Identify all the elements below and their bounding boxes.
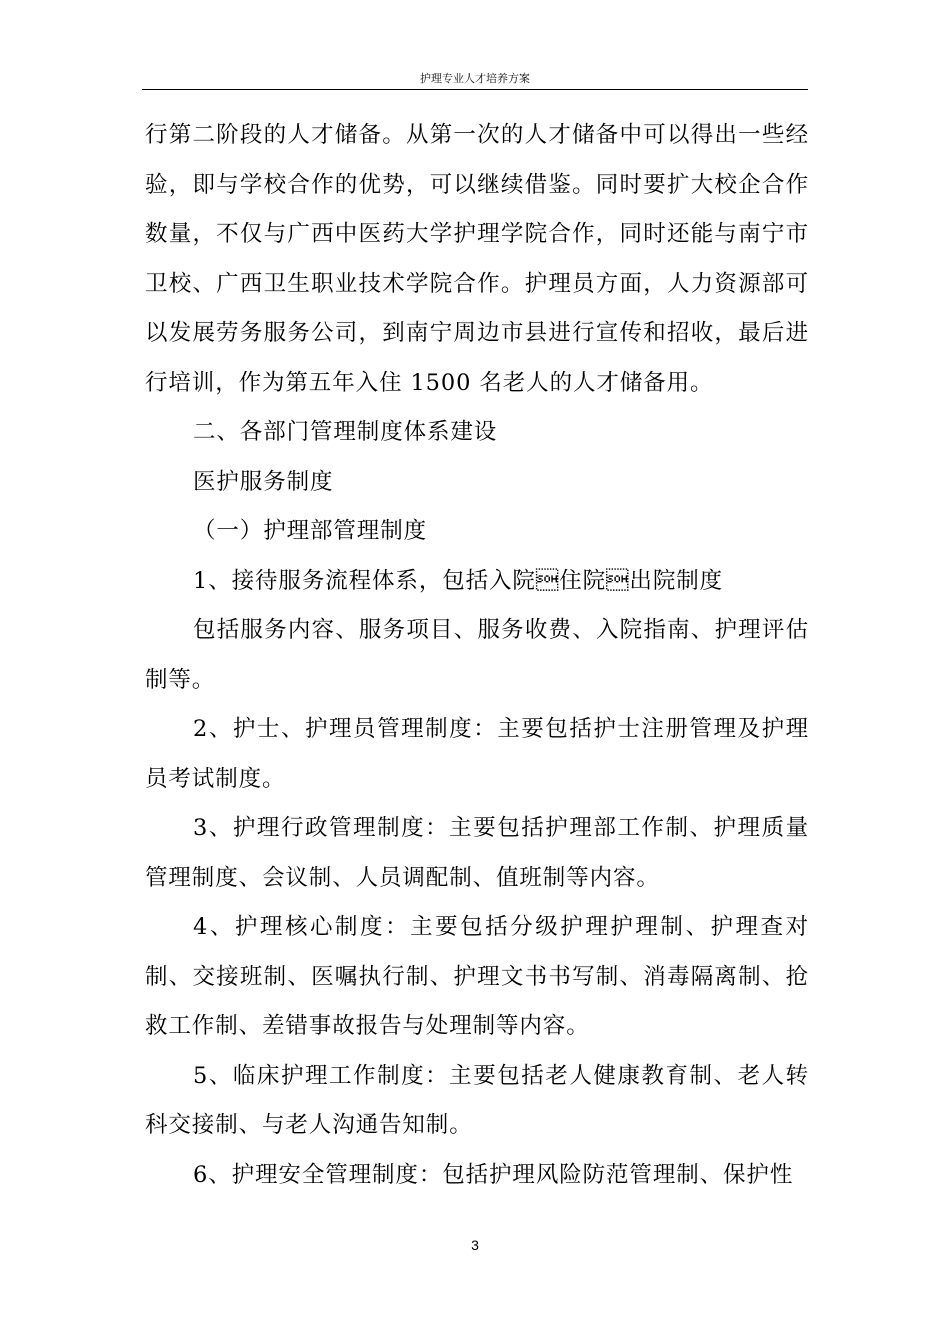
paragraph: 包括服务内容、服务项目、服务收费、入院指南、护理评估制等。 [145,617,809,693]
page-header: 护理专业人才培养方案 [420,72,530,85]
section-heading: 二、各部门管理制度体系建设 [193,419,498,445]
list-item-1: 1、接待服务流程体系，包括入院住院出院制度 [193,567,724,594]
subsection-heading: 医护服务制度 [193,468,334,495]
list-item-4: 4、护理核心制度：主要包括分级护理护理制、护理查对制、交接班制、医嘱执行制、护理文书书写制、消毒隔离制、抢救工作制、差错事故报告与处理制等内容。 [145,914,809,1039]
list-item-5: 5、临床护理工作制度：主要包括老人健康教育制、老人转科交接制、与老人沟通告知制。 [145,1062,809,1138]
page-number: 3 [471,1237,479,1253]
header-divider [142,89,808,90]
document-body [145,111,809,1200]
list-item-6: 6、护理安全管理制度：包括护理风险防范管理制、保护性 [193,1161,794,1188]
list-item-3: 3、护理行政管理制度：主要包括护理部工作制、护理质量管理制度、会议制、人员调配制、值班制等内容。 [145,815,809,891]
list-item-2: 2、护士、护理员管理制度：主要包括护士注册管理及护理员考试制度。 [145,716,809,792]
subsection-heading-1: （一）护理部管理制度 [193,518,428,544]
paragraph-continuation: 行第二阶段的人才储备。从第一次的人才储备中可以得出一些经验，即与学校合作的优势，可以继续借鉴。同时要扩大校企合作数量，不仅与广西中医药大学护理学院合作，同时还能与南宁市卫校、广西卫生职业技术学院合作。护理员方面，人力资源部可以发展劳务服务公司，到南宁周边市县进行宣传和招收，最后进行培训，作为第五年入住 1500 名老人的人才储备用。 [145,122,809,396]
